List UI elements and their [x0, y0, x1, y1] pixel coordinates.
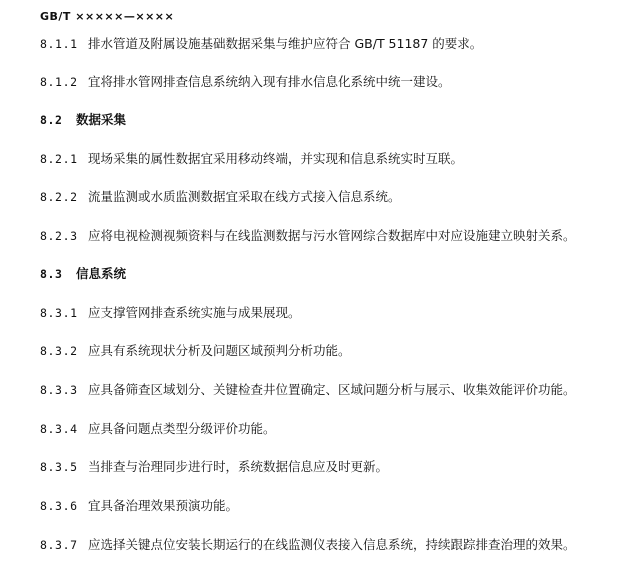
clause-number: 8.3.1 — [40, 306, 78, 320]
clause-number: 8.3.6 — [40, 499, 78, 513]
clause-text: 当排查与治理同步进行时，系统数据信息应及时更新。 — [88, 459, 389, 474]
clause-number: 8.3.5 — [40, 460, 78, 474]
clause-8-3-4 — [40, 421, 276, 437]
clause-text: 宜具备治理效果预演功能。 — [88, 498, 239, 513]
clause-number: 8.3.4 — [40, 422, 78, 436]
clause-number: 8.2.2 — [40, 190, 78, 204]
clause-text: 应具备问题点类型分级评价功能。 — [88, 421, 276, 436]
clause-8-3-1 — [40, 305, 301, 321]
clause-number: 8.2.1 — [40, 152, 78, 166]
clause-text: 流量监测或水质监测数据宜采取在线方式接入信息系统。 — [88, 189, 401, 204]
section-number: 8.2 — [40, 113, 63, 127]
section-title: 数据采集 — [76, 112, 127, 127]
clause-number: 8.2.3 — [40, 229, 78, 243]
standard-code-header: GB/T ×××××—×××× — [40, 10, 175, 23]
clause-text: 应将电视检测视频资料与在线监测数据与污水管网综合数据库中对应设施建立映射关系。 — [88, 228, 576, 243]
clause-8-3-7 — [40, 537, 576, 553]
clause-text: 现场采集的属性数据宜采用移动终端，并实现和信息系统实时互联。 — [88, 151, 464, 166]
section-8-3-heading — [40, 266, 126, 282]
clause-8-3-3 — [40, 382, 576, 398]
clause-number: 8.3.3 — [40, 383, 78, 397]
clause-text: 应具有系统现状分析及问题区域预判分析功能。 — [88, 343, 351, 358]
clause-text: 应选择关键点位安装长期运行的在线监测仪表接入信息系统，持续跟踪排查治理的效果。 — [88, 537, 576, 552]
section-number: 8.3 — [40, 267, 63, 281]
section-8-2-heading — [40, 112, 126, 128]
clause-8-3-2 — [40, 343, 351, 359]
clause-8-2-2 — [40, 189, 401, 205]
clause-number: 8.1.1 — [40, 37, 78, 51]
clause-8-2-3 — [40, 228, 576, 244]
clause-number: 8.3.7 — [40, 538, 78, 552]
clause-text: 应支撑管网排查系统实施与成果展现。 — [88, 305, 301, 320]
clause-number: 8.1.2 — [40, 75, 78, 89]
clause-text: 应具备筛查区域划分、关键检查井位置确定、区域问题分析与展示、收集效能评价功能。 — [88, 382, 576, 397]
clause-8-2-1 — [40, 151, 463, 167]
clause-8-1-2 — [40, 74, 451, 90]
clause-8-3-6 — [40, 498, 238, 514]
section-title: 信息系统 — [76, 266, 127, 281]
clause-text: 宜将排水管网排查信息系统纳入现有排水信息化系统中统一建设。 — [88, 74, 451, 89]
clause-8-3-5 — [40, 459, 388, 475]
clause-text: 排水管道及附属设施基础数据采集与维护应符合 GB/T 51187 的要求。 — [88, 36, 483, 51]
clause-8-1-1 — [40, 36, 482, 52]
clause-number: 8.3.2 — [40, 344, 78, 358]
